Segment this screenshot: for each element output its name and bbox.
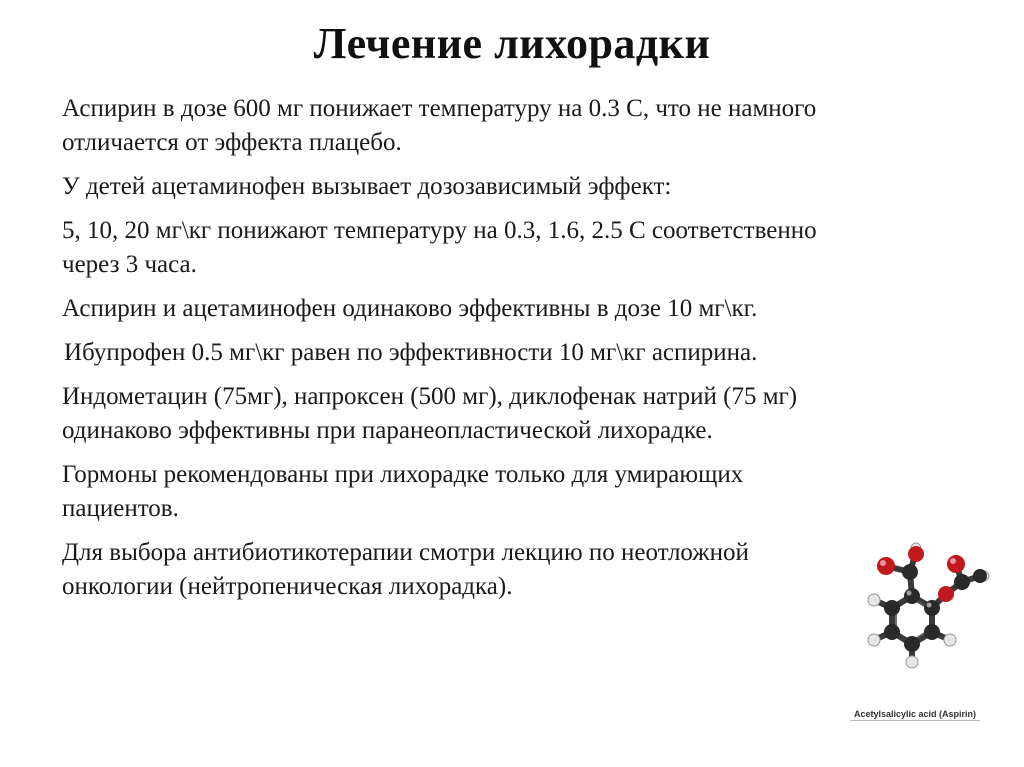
slide-title: Лечение лихорадки <box>313 19 711 68</box>
paragraph-children-acetaminophen: У детей ацетаминофен вызывает дозозависимый эффект: <box>62 173 672 200</box>
paragraph-dose-effect: 5, 10, 20 мг\кг понижают температуру на 0.3, 1.6, 2.5 С соответственно через 3 часа. <box>62 217 817 278</box>
paragraph-nsaids: Индометацин (75мг), напроксен (500 мг), диклофенак натрий (75 мг) одинаково эффективны при паранеопластической лихорадке. <box>62 383 798 444</box>
slide-body <box>62 92 942 614</box>
paragraph-aspirin-acetaminophen: Аспирин и ацетаминофен одинаково эффективны в дозе 10 мг\кг. <box>62 295 758 322</box>
paragraph-ibuprofen: Ибупрофен 0.5 мг\кг равен по эффективности 10 мг\кг аспирина. <box>64 339 758 366</box>
paragraph-antibiotics: Для выбора антибиотикотерапии смотри лекцию по неотложной онкологии (нейтропеническая лихорадка). <box>62 539 749 600</box>
paragraph-aspirin-dose: Аспирин в дозе 600 мг понижает температуру на 0.3 С, что не намного отличается от эффекта плацебо. <box>62 95 817 156</box>
molecule-caption: Acetylsalicylic acid (Aspirin) <box>850 709 980 721</box>
aspirin-molecule-icon <box>852 536 992 676</box>
paragraph-hormones: Гормоны рекомендованы при лихорадке только для умирающих пациентов. <box>62 461 744 522</box>
